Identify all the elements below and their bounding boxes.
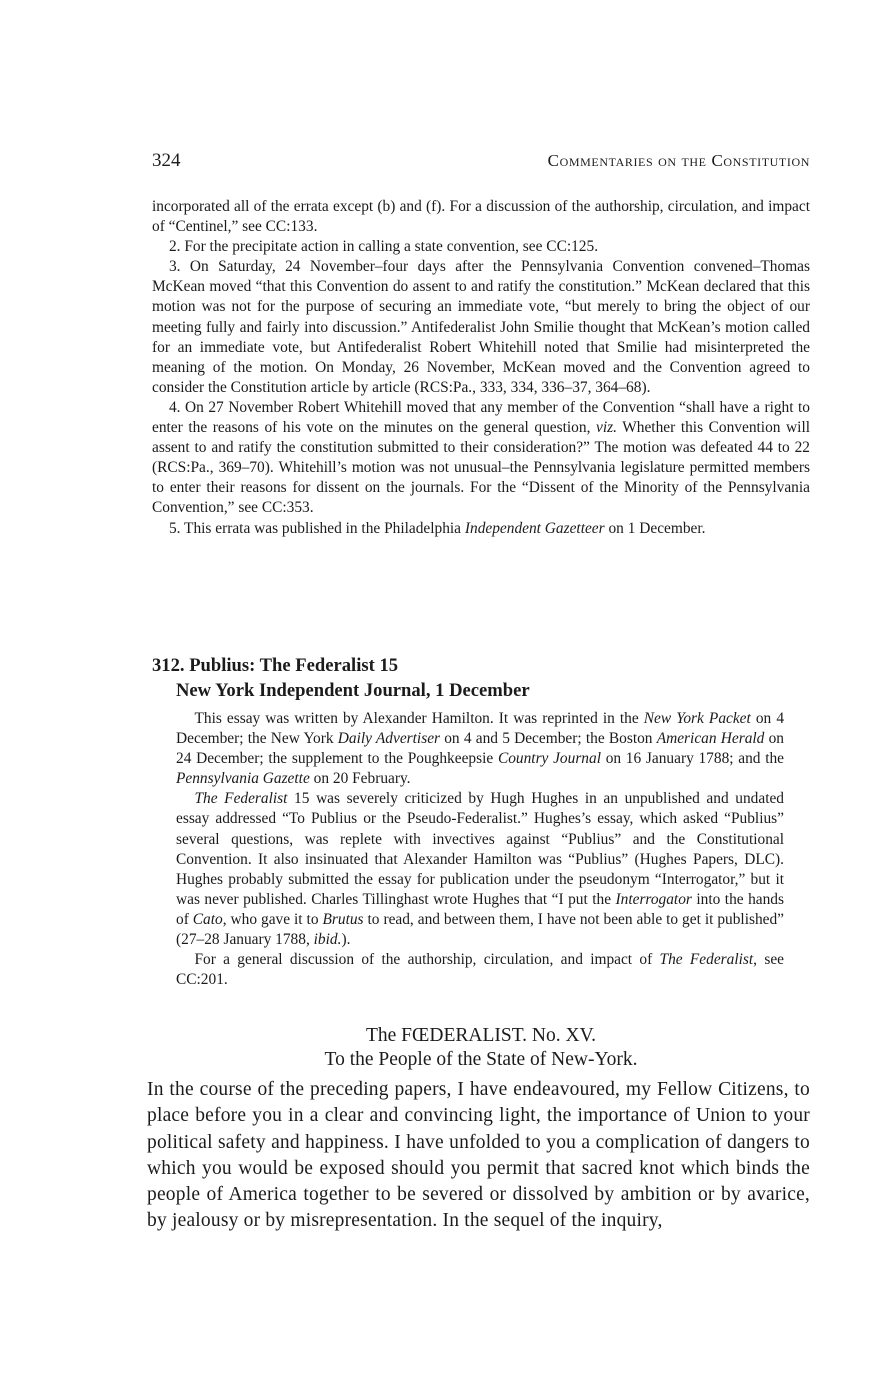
intro-paragraph-2: The Federalist 15 was severely criticized by Hugh Hughes in an unpublished and undated essay addressed “To Publius or the Pseudo-Federalist.” Hughes’s essay, which asked “Publius” several questions, was replete with invectives against “Publius” and the Constitutional Convention. It also insinuated that Alexander Hamilton was “Publius” (Hughes Papers, DLC). Hughes probably submitted the essay for publication under the pseudonym “Interrogator,” but it was never published. Charles Tillinghast wrote Hughes that “I put the Interrogator into the hands of Cato, who gave it to Brutus to read, and between them, I have not been able to get it published” (27–28 January 1788, ibid.). <box>176 790 785 949</box>
footnotes <box>152 197 810 539</box>
intro-paragraph-1: This essay was written by Alexander Hamilton. It was reprinted in the New York Packet on 4 December; the New York Daily Advertiser on 4 and 5 December; the Boston American Herald on 24 December; the supplement to the Poughkeepsie Country Journal on 16 January 1788; and the Pennsylvania Gazette on 20 February. <box>176 710 785 788</box>
note-3: 3. On Saturday, 24 November–four days after the Pennsylvania Convention convened–Thomas McKean moved “that this Convention do assent to and ratify the constitution.” McKean declared that this motion was not for the purpose of securing an immediate vote, “but merely to bring the object of our meeting fully and fairly into discussion.” Antifederalist John Smilie thought that McKean’s motion called for an immediate vote, but Antifederalist Robert Whitehill noted that Smilie had misinterpreted the meaning of the motion. On Monday, 26 November, McKean moved and the Convention agreed to consider the Constitution article by article (RCS:Pa., 333, 334, 336–37, 364–68). <box>152 258 810 396</box>
page-number: 324 <box>152 150 181 171</box>
note-4: 4. On 27 November Robert Whitehill moved that any member of the Convention “shall have a right to enter the reasons of his vote on the minutes on the general question, viz. Whether this Convention will assent to and ratify the constitution submitted to their consideration?” The motion was defeated 44 to 22 (RCS:Pa., 369–70). Whitehill’s motion was not unusual–the Pennsylvania legislature permitted members to enter their reasons for dissent on the journals. For the “Dissent of the Minority of the Pennsylvania Convention,” see CC:353. <box>152 398 810 517</box>
essay-text <box>147 1077 810 1235</box>
intro-paragraph-3: For a general discussion of the authorship, circulation, and impact of The Federalist, see CC:201. <box>176 951 784 989</box>
article-heading <box>152 653 810 703</box>
running-head <box>152 150 810 176</box>
essay-heading <box>152 1024 810 1072</box>
editorial-introduction <box>176 709 784 990</box>
note-2: 2. For the precipitate action in calling a state convention, see CC:125. <box>168 238 599 256</box>
article-subtitle: New York Independent Journal, 1 December <box>176 680 530 701</box>
essay-title: The FŒDERALIST. No. XV. <box>365 1025 597 1046</box>
note-continuation: incorporated all of the errata except (b) and (f). For a discussion of the authorship, circulation, and impact of “Centinel,” see CC:133. <box>152 198 810 236</box>
essay-address: To the People of the State of New-York. <box>324 1049 638 1070</box>
running-title: Commentaries on the Constitution <box>547 151 810 170</box>
article-title: 312. Publius: The Federalist 15 <box>152 655 399 676</box>
essay-paragraph: In the course of the preceding papers, I have endeavoured, my Fellow Citizens, to place before you in a clear and convincing light, the importance of Union to your political safety and happiness. I have unfolded to you a complication of dangers to which you would be exposed should you permit that sacred knot which binds the people of America together to be severed or dissolved by ambition or by avarice, by jealousy or by misrepresentation. In the sequel of the inquiry, <box>147 1079 810 1232</box>
note-5: 5. This errata was published in the Philadelphia Independent Gazetteer on 1 December. <box>168 519 706 537</box>
